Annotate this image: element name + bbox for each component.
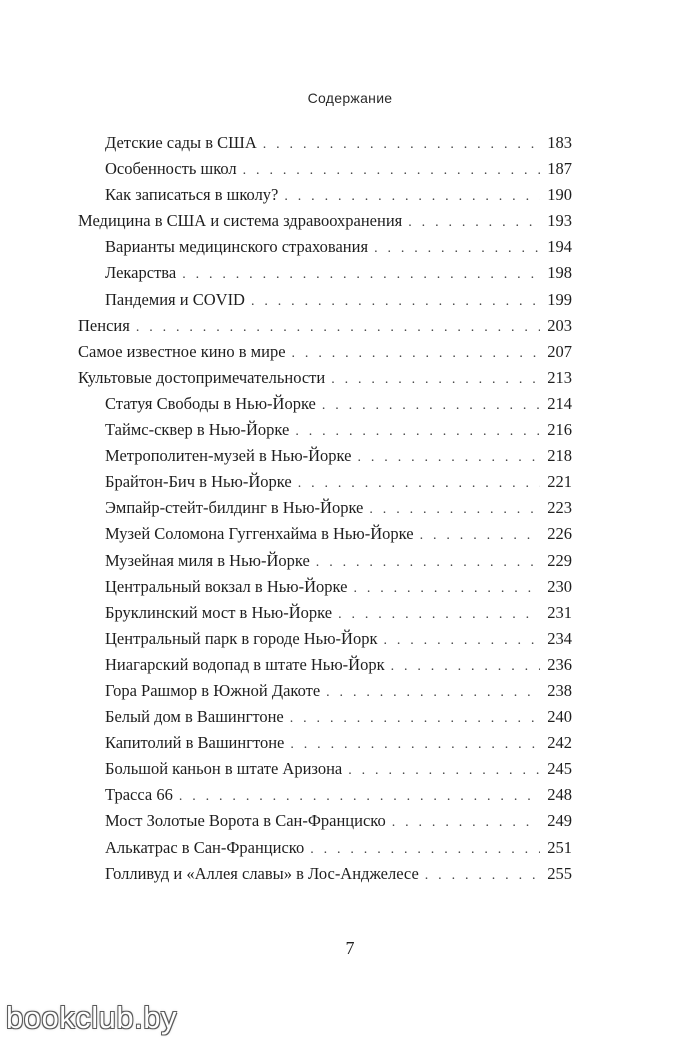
toc-entry-title: Центральный вокзал в Нью-Йорке	[105, 576, 348, 596]
toc-entry-title: Центральный парк в городе Нью-Йорк	[105, 628, 378, 648]
toc-entry	[78, 339, 572, 365]
toc-entry	[78, 782, 572, 808]
toc-entry-page: 199	[547, 289, 572, 309]
toc-entry	[78, 548, 572, 574]
toc-entry	[78, 365, 572, 391]
toc-entry-page: 213	[547, 367, 572, 387]
toc-entry	[78, 861, 572, 887]
toc-entry-title: Трасса 66	[105, 785, 173, 805]
toc-entry-page: 226	[547, 524, 572, 544]
toc-entry-page: 242	[547, 733, 572, 753]
toc-entry-page: 203	[547, 315, 572, 335]
dot-leader	[136, 315, 540, 341]
toc-entry-title: Пенсия	[78, 315, 130, 335]
toc-entry-title: Пандемия и COVID	[105, 289, 245, 309]
toc-entry	[78, 208, 572, 234]
toc-entry-title: Гора Рашмор в Южной Дакоте	[105, 680, 321, 700]
toc-entry-page: 190	[547, 185, 572, 205]
toc-entry-title: Культовые достопримечательности	[78, 367, 326, 387]
page-number: 7	[345, 938, 355, 958]
toc-entry	[78, 469, 572, 495]
toc-entry	[78, 156, 572, 182]
toc-entry-title: Как записаться в школу?	[105, 185, 279, 205]
toc-entry	[78, 391, 572, 417]
toc-entry-title: Таймс-сквер в Нью-Йорке	[105, 420, 290, 440]
toc-entry-title: Большой каньон в штате Аризона	[105, 759, 343, 779]
toc-entry	[78, 260, 572, 286]
dot-leader	[310, 837, 540, 863]
toc-entry-title: Ниагарский водопад в штате Нью-Йорк	[105, 654, 385, 674]
toc-entry-title: Брайтон-Бич в Нью-Йорке	[105, 472, 292, 492]
toc-entry-page: 240	[547, 707, 572, 727]
toc-entry	[78, 234, 572, 260]
table-of-contents	[78, 130, 572, 887]
toc-entry-title: Мост Золотые Ворота в Сан-Франциско	[105, 811, 386, 831]
dot-leader	[331, 367, 540, 393]
toc-entry-page: 255	[547, 863, 572, 883]
toc-entry-page: 193	[547, 211, 572, 231]
toc-entry-title: Самое известное кино в мире	[78, 341, 286, 361]
dot-leader	[408, 210, 540, 236]
toc-entry-title: Статуя Свободы в Нью-Йорке	[105, 393, 316, 413]
toc-entry	[78, 521, 572, 547]
dot-leader	[251, 289, 540, 315]
toc-entry	[78, 756, 572, 782]
dot-leader	[290, 706, 540, 732]
toc-entry	[78, 600, 572, 626]
watermark-logo: bookclub.by	[6, 1000, 177, 1035]
toc-entry-title: Эмпайр-стейт-билдинг в Нью-Йорке	[105, 498, 364, 518]
toc-entry	[78, 835, 572, 861]
toc-entry-page: 214	[547, 393, 572, 413]
toc-entry-title: Музей Соломона Гуггенхайма в Нью-Йорке	[105, 524, 414, 544]
dot-leader	[392, 810, 540, 836]
toc-entry	[78, 808, 572, 834]
toc-entry-page: 187	[547, 159, 572, 179]
dot-leader	[290, 732, 540, 758]
toc-entry-page: 251	[547, 837, 572, 857]
toc-entry-page: 229	[547, 550, 572, 570]
dot-leader	[182, 262, 540, 288]
dot-leader	[358, 445, 541, 471]
toc-entry-page: 194	[547, 237, 572, 257]
toc-entry-page: 216	[547, 420, 572, 440]
toc-entry-title: Голливуд и «Аллея славы» в Лос-Анджелесе	[105, 863, 419, 883]
toc-entry-title: Алькатрас в Сан-Франциско	[105, 837, 305, 857]
dot-leader	[391, 654, 540, 680]
toc-entry-title: Белый дом в Вашингтоне	[105, 707, 284, 727]
toc-entry-page: 198	[547, 263, 572, 283]
toc-entry-title: Медицина в США и система здравоохранения	[78, 211, 403, 231]
toc-entry	[78, 574, 572, 600]
toc-entry	[78, 417, 572, 443]
dot-leader	[326, 680, 540, 706]
toc-entry-title: Бруклинский мост в Нью-Йорке	[105, 602, 333, 622]
toc-entry-title: Капитолий в Вашингтоне	[105, 733, 285, 753]
toc-entry-page: 249	[547, 811, 572, 831]
toc-entry	[78, 313, 572, 339]
toc-entry-title: Метрополитен-музей в Нью-Йорке	[105, 446, 352, 466]
toc-entry-page: 183	[547, 133, 572, 152]
toc-entry	[78, 495, 572, 521]
dot-leader	[338, 602, 540, 628]
toc-entry	[78, 443, 572, 469]
toc-entry	[78, 704, 572, 730]
dot-leader	[322, 393, 540, 419]
toc-entry-page: 230	[547, 576, 572, 596]
page-header-title: Содержание	[307, 90, 393, 106]
dot-leader	[383, 628, 540, 654]
toc-entry	[78, 626, 572, 652]
toc-entry-page: 238	[547, 680, 572, 700]
toc-entry-page: 236	[547, 654, 572, 674]
dot-leader	[420, 523, 540, 549]
toc-entry-page: 218	[547, 446, 572, 466]
toc-entry	[78, 678, 572, 704]
dot-leader	[374, 236, 540, 262]
toc-entry	[78, 182, 572, 208]
dot-leader	[179, 784, 540, 810]
toc-entry-page: 221	[547, 472, 572, 492]
dot-leader	[369, 497, 540, 523]
toc-entry	[78, 730, 572, 756]
toc-entry-page: 207	[547, 341, 572, 361]
toc-entry-title: Лекарства	[105, 263, 177, 283]
toc-entry-page: 223	[547, 498, 572, 518]
toc-entry-page: 245	[547, 759, 572, 779]
toc-entry-title: Музейная миля в Нью-Йорке	[105, 550, 310, 570]
toc-entry-title: Детские сады в США	[105, 133, 257, 152]
toc-entry-page: 234	[547, 628, 572, 648]
dot-leader	[292, 341, 540, 367]
toc-entry-title: Варианты медицинского страхования	[105, 237, 369, 257]
toc-entry-page: 248	[547, 785, 572, 805]
dot-leader	[425, 863, 540, 889]
dot-leader	[284, 184, 540, 210]
toc-entry-page: 231	[547, 602, 572, 622]
dot-leader	[295, 419, 540, 445]
toc-entry	[78, 287, 572, 313]
dot-leader	[316, 550, 540, 576]
dot-leader	[298, 471, 540, 497]
toc-entry	[78, 130, 572, 156]
toc-entry	[78, 652, 572, 678]
dot-leader	[243, 158, 540, 184]
dot-leader	[348, 758, 540, 784]
dot-leader	[353, 576, 540, 602]
toc-entry-title: Особенность школ	[105, 159, 237, 179]
dot-leader	[263, 132, 540, 158]
